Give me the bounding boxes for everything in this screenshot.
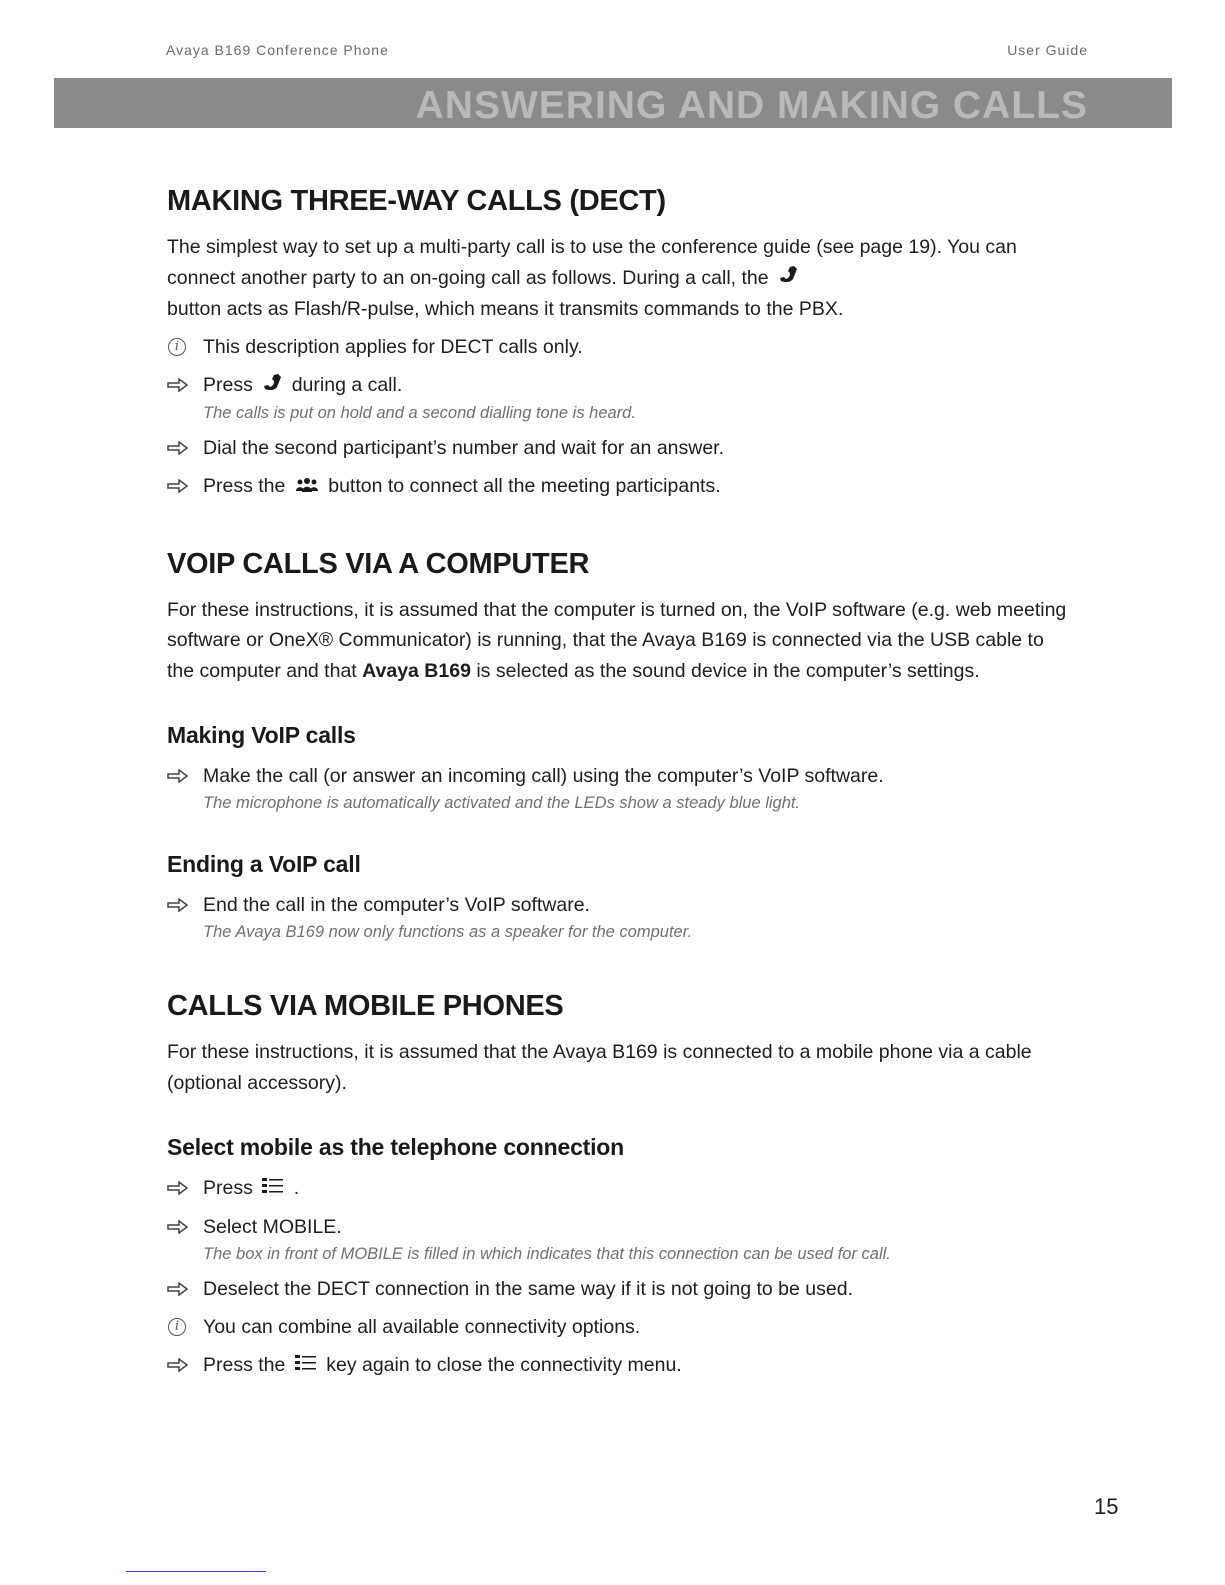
step-text: during a call.: [291, 374, 403, 397]
section-title-mobile: CALLS VIA MOBILE PHONES: [167, 990, 564, 1023]
step-text: End the call in the computer’s VoIP software.: [203, 894, 590, 917]
subsection-making-voip-calls: [167, 722, 1067, 815]
step-text: Press: [203, 1177, 253, 1200]
subsection-select-mobile: [167, 1134, 1067, 1381]
step-text: Dial the second participant’s number and wait for an answer.: [203, 436, 725, 459]
document-title: Avaya B169 Conference Phone: [166, 42, 389, 58]
step-result: The microphone is automatically activated and the LEDs show a steady blue light.: [203, 794, 801, 813]
step-press-menu: [167, 1173, 1067, 1204]
arrow-right-icon: [167, 1274, 197, 1304]
step-result: The calls is put on hold and a second dialling tone is heard.: [203, 403, 636, 422]
step-text: button to connect all the meeting participants.: [328, 474, 721, 497]
info-icon: i: [168, 1318, 186, 1336]
phone-handset-icon: [778, 263, 798, 294]
subsection-title-making-voip: Making VoIP calls: [167, 722, 356, 749]
step-text: Press the: [203, 1354, 286, 1377]
step-text: Deselect the DECT connection in the same way if it is not going to be used.: [203, 1278, 853, 1301]
section-title-three-way: MAKING THREE-WAY CALLS (DECT): [167, 185, 666, 217]
running-header: [166, 42, 1088, 58]
step-result: The box in front of MOBILE is filled in which indicates that this connection can be used for call.: [203, 1245, 891, 1264]
step-close-menu: [167, 1350, 1067, 1381]
arrow-right-icon: [167, 433, 197, 463]
footer-rule: [126, 1571, 266, 1572]
arrow-right-icon: [167, 471, 197, 501]
step-press-phone-button: [167, 370, 1067, 401]
step-text: Select MOBILE.: [203, 1216, 342, 1239]
step-text: Press the: [203, 474, 286, 497]
phone-handset-icon: [262, 371, 282, 401]
arrow-right-icon: [167, 1350, 197, 1380]
section-voip-calls: [167, 548, 1067, 945]
subsection-ending-voip-call: [167, 851, 1067, 944]
arrow-right-icon: [167, 890, 197, 920]
step-text: key again to close the connectivity menu.: [326, 1354, 682, 1377]
voip-intro-device-name: Avaya B169: [362, 659, 471, 682]
page-content: [167, 185, 1067, 1381]
voip-intro: [167, 595, 1067, 687]
subsection-title-ending-voip: Ending a VoIP call: [167, 851, 361, 878]
step-select-mobile: [167, 1212, 1067, 1242]
step-make-voip-call: [167, 761, 1067, 791]
page-number: 15: [1094, 1494, 1119, 1519]
document-type: User Guide: [1007, 42, 1088, 58]
section-three-way-calls: [167, 185, 1067, 502]
voip-intro-text-1: For these instructions, it is assumed that the computer is turned on, the VoIP software (e.g. web meeting software or OneX® Communicator) is running, that the Avaya B169 is connected via the USB cable to the computer and that: [167, 598, 1067, 682]
chapter-banner: [54, 78, 1172, 128]
info-icon: i: [168, 338, 186, 356]
dect-only-note: [167, 332, 1067, 362]
arrow-right-icon: [167, 370, 197, 400]
step-dial-second-participant: [167, 433, 1067, 463]
step-text: Press: [203, 374, 253, 397]
step-deselect-dect: [167, 1274, 1067, 1304]
arrow-right-icon: [167, 1212, 197, 1242]
three-way-intro-text-2: button acts as Flash/R-pulse, which means it transmits commands to the PBX.: [167, 297, 844, 320]
conference-group-icon: [295, 472, 319, 502]
subsection-title-select-mobile: Select mobile as the telephone connection: [167, 1134, 625, 1161]
voip-intro-text-2: is selected as the sound device in the computer’s settings.: [476, 659, 980, 682]
step-result: The Avaya B169 now only functions as a speaker for the computer.: [203, 923, 693, 942]
step-text: Make the call (or answer an incoming call) using the computer’s VoIP software.: [203, 765, 884, 788]
step-press-conference-button: [167, 471, 1067, 502]
three-way-intro-text-1: The simplest way to set up a multi-party call is to use the conference guide (see page 19). You can connect another party to an on-going call as follows. During a call, the: [167, 236, 1017, 289]
arrow-right-icon: [167, 1173, 197, 1203]
arrow-right-icon: [167, 761, 197, 791]
combine-connectivity-note: [167, 1312, 1067, 1342]
connectivity-menu-icon: [262, 1174, 284, 1204]
note-text: This description applies for DECT calls only.: [203, 336, 583, 359]
section-mobile-calls: [167, 990, 1067, 1381]
note-text: You can combine all available connectivity options.: [203, 1316, 641, 1339]
mobile-intro: For these instructions, it is assumed that the Avaya B169 is connected to a mobile phone via a cable (optional accessory).: [167, 1041, 1032, 1094]
step-end-voip-call: [167, 890, 1067, 920]
three-way-intro: [167, 232, 1067, 324]
connectivity-menu-icon: [295, 1351, 317, 1381]
section-title-voip: VOIP CALLS VIA A COMPUTER: [167, 547, 590, 580]
chapter-title: ANSWERING AND MAKING CALLS: [415, 84, 1088, 127]
step-text: .: [293, 1177, 300, 1200]
